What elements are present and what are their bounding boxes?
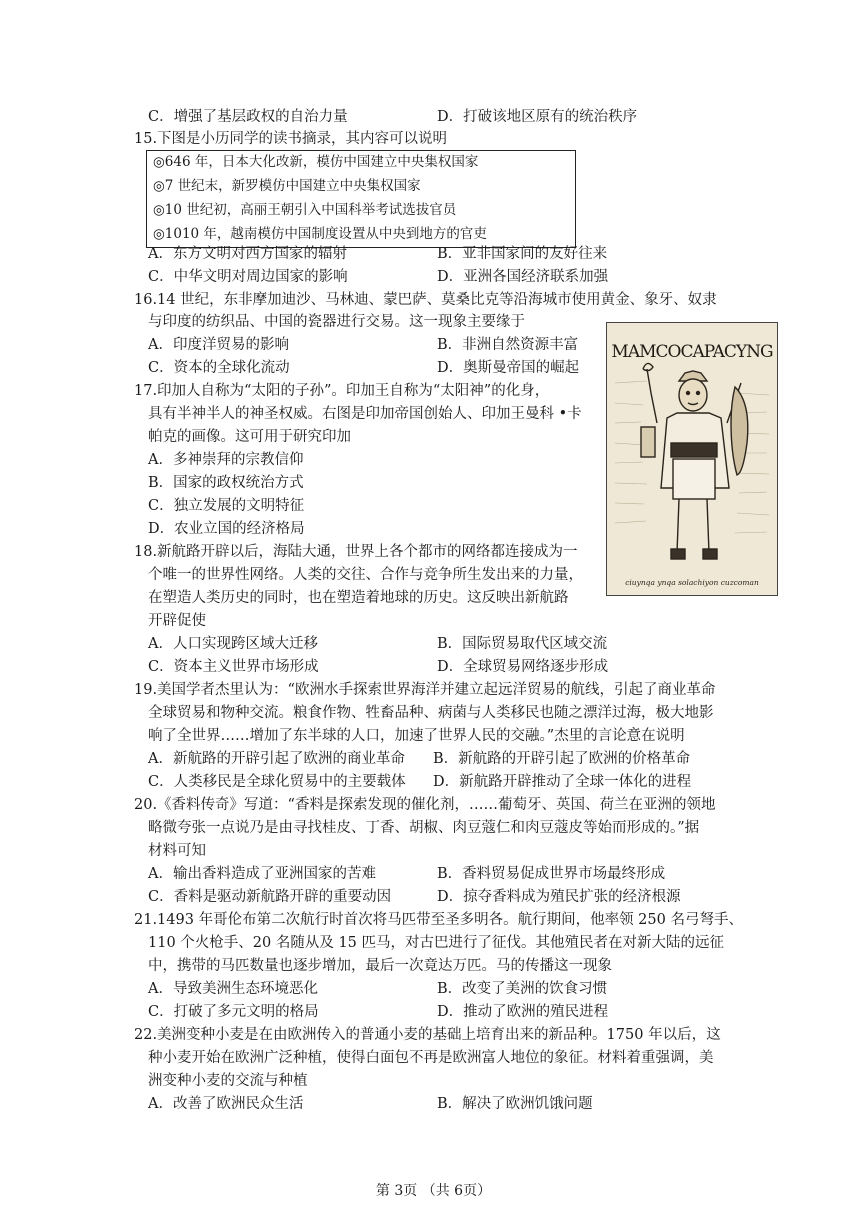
q21-stem-line3: 中，携带的马匹数量也逐步增加，最后一次竟达万匹。马的传播这一现象	[148, 958, 612, 974]
q18-stem-line4: 开辟促使	[148, 613, 206, 629]
q21-option-b: B．改变了美洲的饮食习惯	[437, 981, 608, 997]
q22-option-a: A．改善了欧洲民众生活	[148, 1096, 304, 1112]
q16-stem-line1: 16.14 世纪，东非摩加迪沙、马林迪、蒙巴萨、莫桑比克等沿海城市使用黄金、象牙、奴隶	[134, 292, 717, 308]
q20-option-b: B．香料贸易促成世界市场最终形成	[437, 866, 666, 882]
q19-stem-line3: 响了全世界……增加了东半球的人口，加速了世界人民的交融。”杰里的言论意在说明	[148, 728, 685, 744]
q22-option-b: B．解决了欧洲饥饿问题	[437, 1096, 593, 1112]
q15-option-d: D．亚洲各国经济联系加强	[437, 269, 609, 285]
q18-stem-line1: 18.新航路开辟以后，海陆大通，世界上各个都市的网络都连接成为一	[134, 544, 578, 560]
q18-stem-line2: 个唯一的世界性网络。人类的交往、合作与竞争所生发出来的力量，	[148, 567, 583, 583]
q15-excerpt-line: ◎646 年，日本大化改新，模仿中国建立中央集权国家	[153, 154, 479, 170]
q18-option-c: C．资本主义世界市场形成	[148, 659, 319, 675]
q19-stem-line1: 19.美国学者杰里认为：“欧洲水手探索世界海洋并建立起远洋贸易的航线，引起了商业革命	[134, 682, 716, 698]
q20-option-a: A．输出香料造成了亚洲国家的苦难	[148, 866, 376, 882]
q19-option-d: D．新航路开辟推动了全球一体化的进程	[433, 774, 692, 790]
q14-option-d: D．打破该地区原有的统治秩序	[437, 109, 638, 125]
q21-stem-line2: 110 个火枪手、20 名随从及 15 匹马，对古巴进行了征伐。其他殖民者在对新大陆的远征	[148, 935, 725, 951]
q19-option-a: A．新航路的开辟引起了欧洲的商业革命	[148, 751, 405, 767]
q15-excerpt-line: ◎10 世纪初，高丽王朝引入中国科举考试选拔官员	[153, 202, 457, 218]
figure-caption: ciuynqa ynqa solachiyon cuzcoman	[625, 578, 759, 587]
q20-stem-line1: 20.《香料传奇》写道：“香料是探索发现的催化剂，……葡萄牙、英国、荷兰在亚洲的领地	[134, 797, 716, 813]
q15-excerpt-line: ◎7 世纪末，新罗模仿中国建立中央集权国家	[153, 178, 421, 194]
q21-stem-line1: 21.1493 年哥伦布第二次航行时首次将马匹带至圣多明各。航行期间，他率领 250 名弓弩手、	[134, 912, 743, 928]
q17-option-b: B．国家的政权统治方式	[148, 475, 304, 491]
q22-stem-line1: 22.美洲变种小麦是在由欧洲传入的普通小麦的基础上培育出来的新品种。1750 年以后，这	[134, 1027, 721, 1043]
q22-stem-line2: 种小麦开始在欧洲广泛种植，使得白面包不再是欧洲富人地位的象征。材料着重强调，美	[148, 1050, 714, 1066]
q17-stem-line1: 17.印加人自称为“太阳的子孙”。印加王自称为“太阳神”的化身，	[134, 383, 550, 399]
q15-stem: 15.下图是小历同学的读书摘录，其内容可以说明	[134, 131, 448, 147]
q15-option-b: B．亚非国家间的友好往来	[437, 246, 608, 262]
q18-stem-line3: 在塑造人类历史的同时，也在塑造着地球的历史。这反映出新航路	[148, 590, 569, 606]
q16-option-d: D．奥斯曼帝国的崛起	[437, 360, 580, 376]
q21-option-d: D．推动了欧洲的殖民进程	[437, 1004, 609, 1020]
q16-stem-line2: 与印度的纺织品、中国的瓷器进行交易。这一现象主要缘于	[148, 314, 525, 330]
q20-stem-line2: 略微夸张一点说乃是由寻找桂皮、丁香、胡椒、肉豆蔻仁和肉豆蔻皮等始而形成的。”据	[148, 820, 700, 836]
inca-king-drawing	[607, 323, 777, 595]
q21-option-a: A．导致美洲生态环境恶化	[148, 981, 318, 997]
q19-stem-line2: 全球贸易和物种交流。粮食作物、牲畜品种、病菌与人类移民也随之漂洋过海，极大地影	[148, 705, 714, 721]
q18-option-d: D．全球贸易网络逐步形成	[437, 659, 609, 675]
q21-option-c: C．打破了多元文明的格局	[148, 1004, 319, 1020]
q17-option-c: C．独立发展的文明特征	[148, 498, 305, 514]
q17-stem-line2: 具有半神半人的神圣权威。右图是印加帝国创始人、印加王曼科 •卡	[148, 406, 582, 422]
q17-stem-line3: 帕克的画像。这可用于研究印加	[148, 429, 351, 445]
q14-option-c: C．增强了基层政权的自治力量	[148, 109, 348, 125]
q17-option-d: D．农业立国的经济格局	[148, 521, 305, 537]
q20-option-d: D．掠夺香料成为殖民扩张的经济根源	[437, 889, 681, 905]
q16-option-a: A．印度洋贸易的影响	[148, 337, 289, 353]
q19-option-c: C．人类移民是全球化贸易中的主要载体	[148, 774, 406, 790]
q22-stem-line3: 洲变种小麦的交流与种植	[148, 1073, 308, 1089]
q15-option-a: A．东方文明对西方国家的辐射	[148, 246, 347, 262]
page-number-footer: 第 3页 （共 6页）	[375, 1183, 492, 1199]
q18-option-a: A．人口实现跨区域大迁移	[148, 636, 318, 652]
q15-excerpt-box	[146, 150, 576, 248]
inca-king-portrait	[606, 322, 778, 596]
q18-option-b: B．国际贸易取代区域交流	[437, 636, 608, 652]
q15-excerpt-line: ◎1010 年，越南模仿中国制度设置从中央到地方的官吏	[153, 226, 487, 242]
q17-option-a: A．多神崇拜的宗教信仰	[148, 452, 304, 468]
q16-option-b: B．非洲自然资源丰富	[437, 337, 579, 353]
q16-option-c: C．资本的全球化流动	[148, 360, 290, 376]
q15-option-c: C．中华文明对周边国家的影响	[148, 269, 348, 285]
q20-option-c: C．香料是驱动新航路开辟的重要动因	[148, 889, 392, 905]
q20-stem-line3: 材料可知	[148, 843, 206, 859]
q19-option-b: B．新航路的开辟引起了欧洲的价格革命	[433, 751, 691, 767]
figure-title: MAMCOCAPACYNG	[611, 342, 773, 362]
